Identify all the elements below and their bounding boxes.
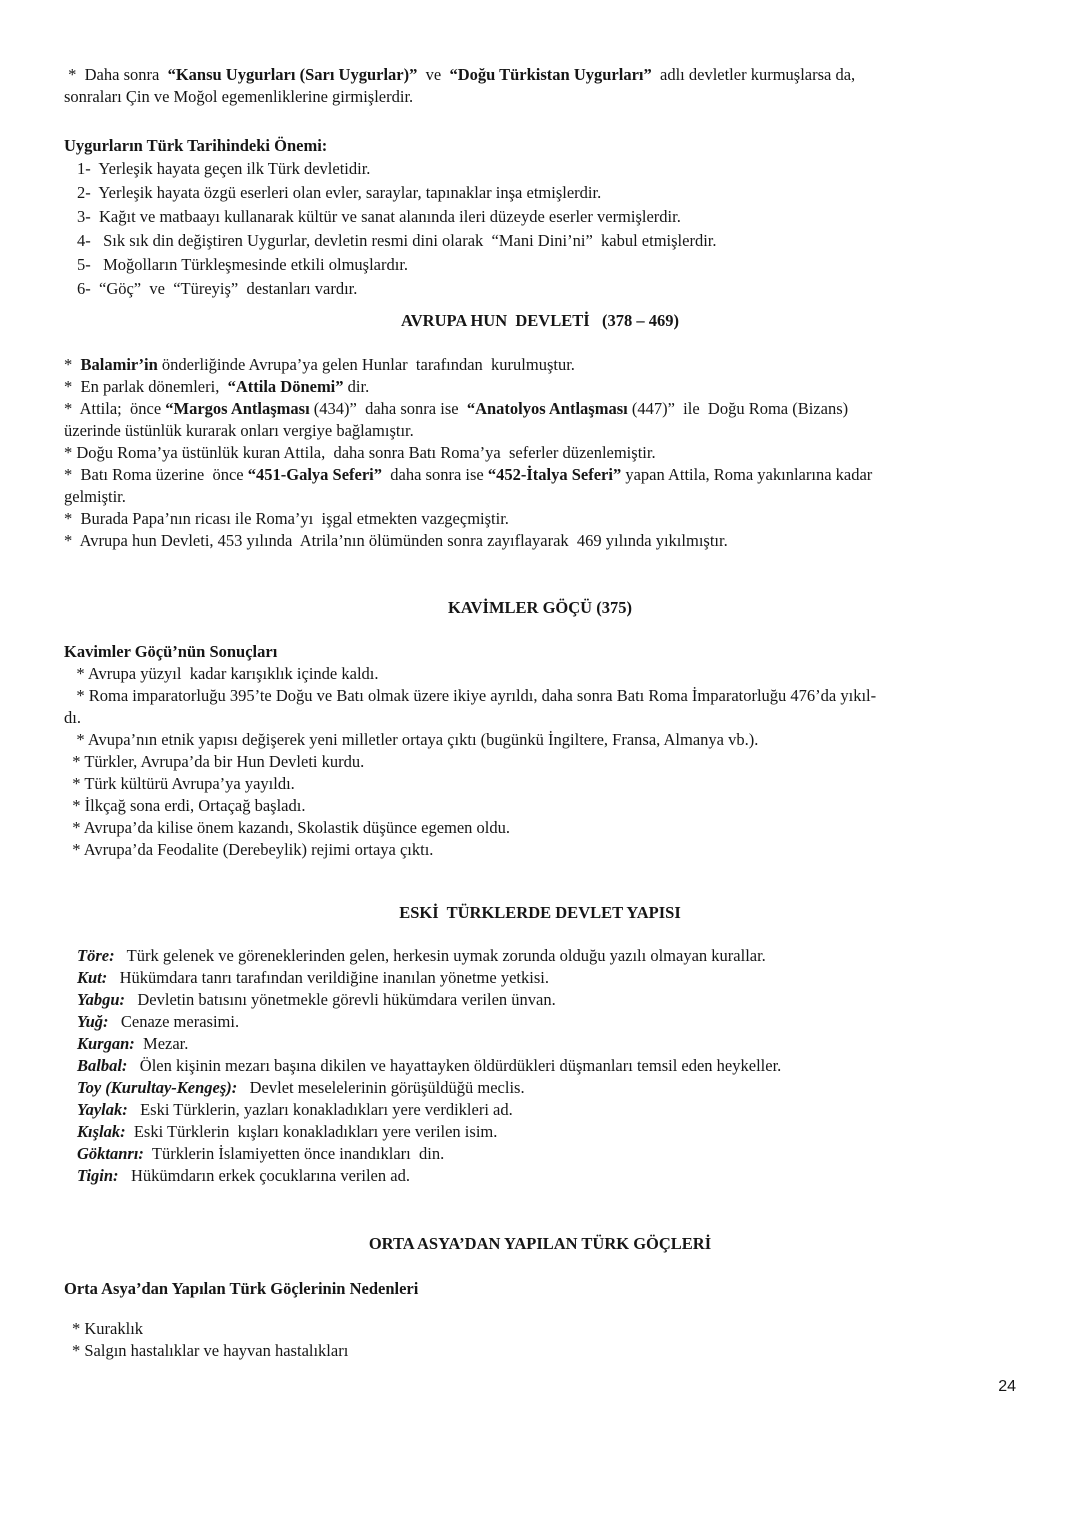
text-segment: önderliğinde Avrupa’ya gelen Hunlar tarafından kurulmuştur. (157, 355, 575, 374)
term-goktanri: Göktanrı: (77, 1144, 144, 1163)
term-kut: Kut: (77, 968, 108, 987)
text-segment: * En parlak dönemleri, (64, 377, 228, 396)
text-segment: daha sonra ise (382, 465, 488, 484)
definition-line (77, 945, 1016, 967)
definition-line (77, 967, 1016, 989)
section-uygur-intro (64, 64, 1016, 108)
section-goc-nedenleri (64, 1318, 1016, 1362)
bold-term-margos: “Margos Antlaşması (165, 399, 310, 418)
bullet-line: * Kuraklık (72, 1319, 144, 1338)
text-segment: * Attila; önce (64, 399, 166, 418)
bold-term-attila-donemi: “Attila Dönemi” (227, 377, 344, 396)
heading-goc-nedenleri: Orta Asya’dan Yapılan Türk Göçlerinin Nedenleri (64, 1279, 419, 1298)
text-segment: dir. (343, 377, 370, 396)
definition-line (77, 1077, 1016, 1099)
term-yaylak: Yaylak: (77, 1100, 128, 1119)
bullet-line: * Roma imparatorluğu 395’te Doğu ve Batı olmak üzere ikiye ayrıldı, daha sonra Batı Roma İmparatorluğu 476’da yıkıl- (64, 686, 877, 705)
definition-line (77, 989, 1016, 1011)
term-kislak: Kışlak: (77, 1122, 126, 1141)
list-item: 3- Kağıt ve matbaayı kullanarak kültür ve sanat alanında ileri düzeyde eserler vermişlerdir. (77, 207, 681, 226)
list-item: 5- Moğolların Türkleşmesinde etkili olmuşlardır. (77, 255, 409, 274)
bold-term-balamir: Balamir’in (80, 355, 158, 374)
section-devlet-yapisi (64, 945, 1016, 1187)
bullet-line (64, 398, 1016, 420)
bold-term-dogu-turkistan: “Doğu Türkistan Uygurları” (449, 65, 652, 84)
section-title-kavimler-gocu: KAVİMLER GÖÇÜ (375) (448, 598, 632, 617)
bullet-line: * Salgın hastalıklar ve hayvan hastalıkları (72, 1341, 349, 1360)
bold-term-kansu-uygurlari: “Kansu Uygurları (Sarı Uygurlar)” (167, 65, 418, 84)
wrapped-line: üzerinde üstünlük kurarak onları vergiye bağlamıştır. (64, 421, 414, 440)
paragraph-line (64, 64, 1016, 86)
term-balbal: Balbal: (77, 1056, 128, 1075)
section-avrupa-hun (64, 354, 1016, 552)
section-title-orta-asya-gocleri: ORTA ASYA’DAN YAPILAN TÜRK GÖÇLERİ (368, 1234, 712, 1253)
bullet-line: * İlkçağ sona erdi, Ortaçağ başladı. (64, 796, 306, 815)
paragraph-line: sonraları Çin ve Moğol egemenliklerine girmişlerdir. (64, 87, 414, 106)
list-item: 2- Yerleşik hayata özgü eserleri olan evler, saraylar, tapınaklar inşa etmişlerdir. (77, 183, 602, 202)
bold-term-italya-seferi: “452-İtalya Seferi” (487, 465, 622, 484)
term-definition: Türklerin İslamiyetten önce inandıkları din. (143, 1144, 445, 1163)
list-item: 4- Sık sık din değiştiren Uygurlar, devletin resmi dini olarak “Mani Dini’ni” kabul etmişlerdir. (77, 231, 717, 250)
definition-line (77, 1011, 1016, 1033)
text-segment: yapan Attila, Roma yakınlarına kadar (621, 465, 873, 484)
bullet-line: * Avrupa yüzyıl kadar karışıklık içinde kaldı. (64, 664, 379, 683)
text-segment: adlı devletler kurmuşlarsa da, (651, 65, 856, 84)
text-segment: (434)” daha sonra ise (309, 399, 467, 418)
heading-uygur-importance: Uygurların Türk Tarihindeki Önemi: (64, 136, 328, 155)
term-definition: Mezar. (134, 1034, 189, 1053)
bold-term-anatolyos: “Anatolyos Antlaşması (466, 399, 628, 418)
term-definition: Cenaze merasimi. (108, 1012, 240, 1031)
text-segment: ve (417, 65, 450, 84)
list-item: 1- Yerleşik hayata geçen ilk Türk devletidir. (77, 159, 371, 178)
numbered-list-uygur-importance (64, 157, 1016, 301)
heading-kavimler-sonuclari: Kavimler Göçü’nün Sonuçları (64, 642, 278, 661)
bold-term-galya-seferi: “451-Galya Seferi” (247, 465, 382, 484)
term-definition: Türk gelenek ve göreneklerinden gelen, herkesin uymak zorunda olduğu yazılı olmayan kurallar. (114, 946, 766, 965)
term-kurgan: Kurgan: (77, 1034, 135, 1053)
term-definition: Eski Türklerin kışları konakladıkları yere verilen isim. (125, 1122, 498, 1141)
bullet-line: * Türk kültürü Avrupa’ya yayıldı. (64, 774, 295, 793)
bullet-line: * Burada Papa’nın ricası ile Roma’yı işgal etmekten vazgeçmiştir. (64, 509, 509, 528)
term-definition: Devlet meselelerinin görüşüldüğü meclis. (237, 1078, 525, 1097)
bullet-line: * Avrupa’da Feodalite (Derebeylik) rejimi ortaya çıktı. (64, 840, 434, 859)
bullet-line: * Avupa’nın etnik yapısı değişerek yeni milletler ortaya çıktı (bugünkü İngiltere, Fransa, Almanya vb.). (64, 730, 759, 749)
term-definition: Eski Türklerin, yazları konakladıkları yere verdikleri ad. (127, 1100, 513, 1119)
term-tore: Töre: (77, 946, 115, 965)
definition-line (77, 1099, 1016, 1121)
term-definition: Hükümdara tanrı tarafından verildiğine inanılan yönetme yetkisi. (107, 968, 549, 987)
definition-line (77, 1033, 1016, 1055)
list-item: 6- “Göç” ve “Türeyiş” destanları vardır. (77, 279, 358, 298)
bullet-line: * Avrupa hun Devleti, 453 yılında Atrila’nın ölümünden sonra zayıflayarak 469 yılında yıkılmıştır. (64, 531, 728, 550)
term-toy: Toy (Kurultay-Kengeş): (77, 1078, 238, 1097)
definition-line (77, 1165, 1016, 1187)
term-tigin: Tigin: (77, 1166, 119, 1185)
bullet-line (64, 354, 1016, 376)
term-definition: Devletin batısını yönetmekle görevli hükümdara verilen ünvan. (125, 990, 556, 1009)
wrapped-line: gelmiştir. (64, 487, 126, 506)
section-title-devlet-yapisi: ESKİ TÜRKLERDE DEVLET YAPISI (399, 903, 681, 922)
text-segment: * Daha sonra (64, 65, 168, 84)
bullet-line: * Avrupa’da kilise önem kazandı, Skolastik düşünce egemen oldu. (64, 818, 511, 837)
text-segment: * (64, 355, 81, 374)
text-segment: (447)” ile Doğu Roma (Bizans) (627, 399, 849, 418)
page-number: 24 (998, 1378, 1016, 1395)
bullet-line (64, 464, 1016, 486)
term-yabgu: Yabgu: (77, 990, 125, 1009)
section-title-avrupa-hun: AVRUPA HUN DEVLETİ (378 – 469) (400, 311, 680, 330)
bullet-line (64, 376, 1016, 398)
section-kavimler-gocu (64, 663, 1016, 861)
term-definition: Ölen kişinin mezarı başına dikilen ve hayattayken öldürdükleri düşmanları temsil eden heykeller. (127, 1056, 782, 1075)
definition-line (77, 1121, 1016, 1143)
text-segment: * Batı Roma üzerine önce (64, 465, 248, 484)
term-yug: Yuğ: (77, 1012, 109, 1031)
wrapped-line: dı. (64, 708, 81, 727)
term-definition: Hükümdarın erkek çocuklarına verilen ad. (118, 1166, 410, 1185)
bullet-line: * Doğu Roma’ya üstünlük kuran Attila, daha sonra Batı Roma’ya seferler düzenlemiştir. (64, 443, 656, 462)
bullet-line: * Türkler, Avrupa’da bir Hun Devleti kurdu. (64, 752, 365, 771)
definition-line (77, 1143, 1016, 1165)
definition-line (77, 1055, 1016, 1077)
